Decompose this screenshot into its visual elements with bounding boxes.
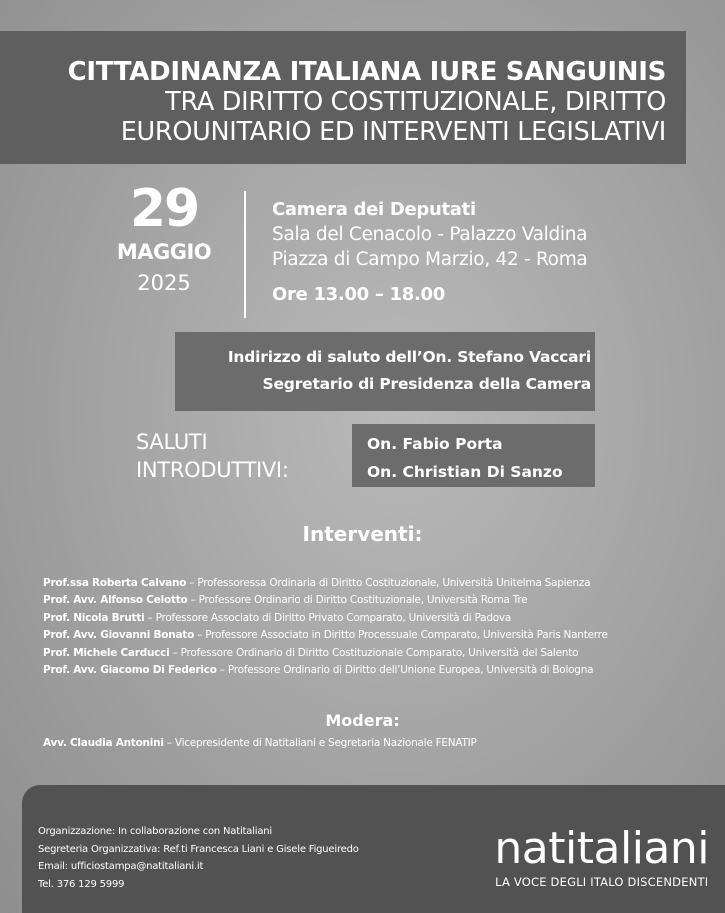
logo-wordmark: natitaliani — [494, 823, 709, 874]
moderator-role: – Vicepresidente di Natitaliani e Segretaria Nazionale FENATIP — [163, 737, 477, 749]
speaker-item — [43, 662, 608, 679]
introduction-speaker: On. Fabio Porta — [367, 435, 503, 453]
speaker-name: Prof. Avv. Alfonso Celotto — [43, 594, 188, 607]
organizer-info — [38, 823, 359, 893]
speaker-item — [43, 627, 608, 644]
venue-block — [272, 197, 587, 307]
title-line-1: CITTADINANZA ITALIANA IURE SANGUINIS — [67, 57, 666, 87]
speaker-item — [43, 610, 608, 627]
introductions-label-line-2: INTRODUTTIVI: — [136, 458, 289, 482]
secretariat-line: Segreteria Organizzativa: Ref.ti Francesca Liani e Gisele Figueiredo — [38, 843, 359, 855]
title-line-2: TRA DIRITTO COSTITUZIONALE, DIRITTO — [165, 87, 666, 117]
date-day: 29 — [129, 179, 199, 239]
speaker-name: Prof. Avv. Giacomo Di Federico — [43, 664, 217, 677]
venue-name: Camera dei Deputati — [272, 199, 476, 220]
greeting-line-1: Indirizzo di saluto dell’On. Stefano Vaccari — [227, 348, 591, 366]
speaker-item — [43, 575, 608, 592]
venue-room: Sala del Cenacolo - Palazzo Valdina — [272, 224, 588, 245]
speaker-name: Prof. Avv. Giovanni Bonato — [43, 629, 195, 642]
greeting-box — [175, 332, 595, 411]
email-line: Email: ufficiostampa@natitaliani.it — [38, 861, 204, 872]
speaker-role: – Professore Associato di Diritto Privato Comparato, Università di Padova — [144, 611, 512, 624]
logo-tagline: LA VOCE DEGLI ITALO DISCENDENTI — [495, 875, 709, 889]
modera-heading: Modera: — [325, 711, 400, 730]
date-year: 2025 — [137, 271, 191, 295]
moderator-item — [43, 737, 477, 749]
event-date — [100, 180, 228, 300]
speaker-role: – Professore Ordinario di Diritto Costituzionale, Università Roma Tre — [187, 594, 528, 607]
interventi-heading: Interventi: — [302, 522, 423, 546]
speaker-name: Prof. Michele Carducci — [43, 646, 170, 659]
title-line-3: EUROUNITARIO ED INTERVENTI LEGISLATIVI — [120, 117, 666, 147]
introductions-label — [136, 428, 289, 484]
venue-address: Piazza di Campo Marzio, 42 - Roma — [272, 249, 588, 270]
speaker-role: – Professoressa Ordinaria di Diritto Costituzionale, Università Unitelma Sapienza — [186, 577, 591, 589]
speaker-name: Prof.ssa Roberta Calvano — [43, 577, 187, 589]
phone-line: Tel. 376 129 5999 — [38, 878, 125, 890]
introductions-label-line-1: SALUTI — [136, 430, 208, 454]
footer — [22, 785, 725, 913]
greeting-line-2: Segretario di Presidenza della Camera — [262, 375, 591, 393]
speakers-list — [43, 575, 608, 679]
event-time: Ore 13.00 – 18.00 — [272, 284, 445, 305]
moderator-name: Avv. Claudia Antonini — [43, 737, 164, 749]
natitaliani-logo — [494, 825, 709, 889]
introductions-box — [352, 424, 595, 487]
speaker-name: Prof. Nicola Brutti — [43, 611, 145, 624]
speaker-role: – Professore Ordinario di Diritto dell’Unione Europea, Università di Bologna — [216, 664, 594, 677]
speaker-role: – Professore Associato in Diritto Processuale Comparato, Università Paris Nanterre — [194, 629, 608, 642]
title-banner — [0, 31, 686, 164]
introduction-speaker: On. Christian Di Sanzo — [367, 463, 563, 481]
speaker-item — [43, 645, 608, 662]
organization-line: Organizzazione: In collaborazione con Natitaliani — [38, 826, 272, 837]
speaker-role: – Professore Ordinario di Diritto Costituzionale Comparato, Università del Salento — [169, 646, 579, 659]
date-divider — [244, 191, 246, 318]
speaker-item — [43, 592, 608, 609]
date-month: MAGGIO — [116, 240, 212, 264]
